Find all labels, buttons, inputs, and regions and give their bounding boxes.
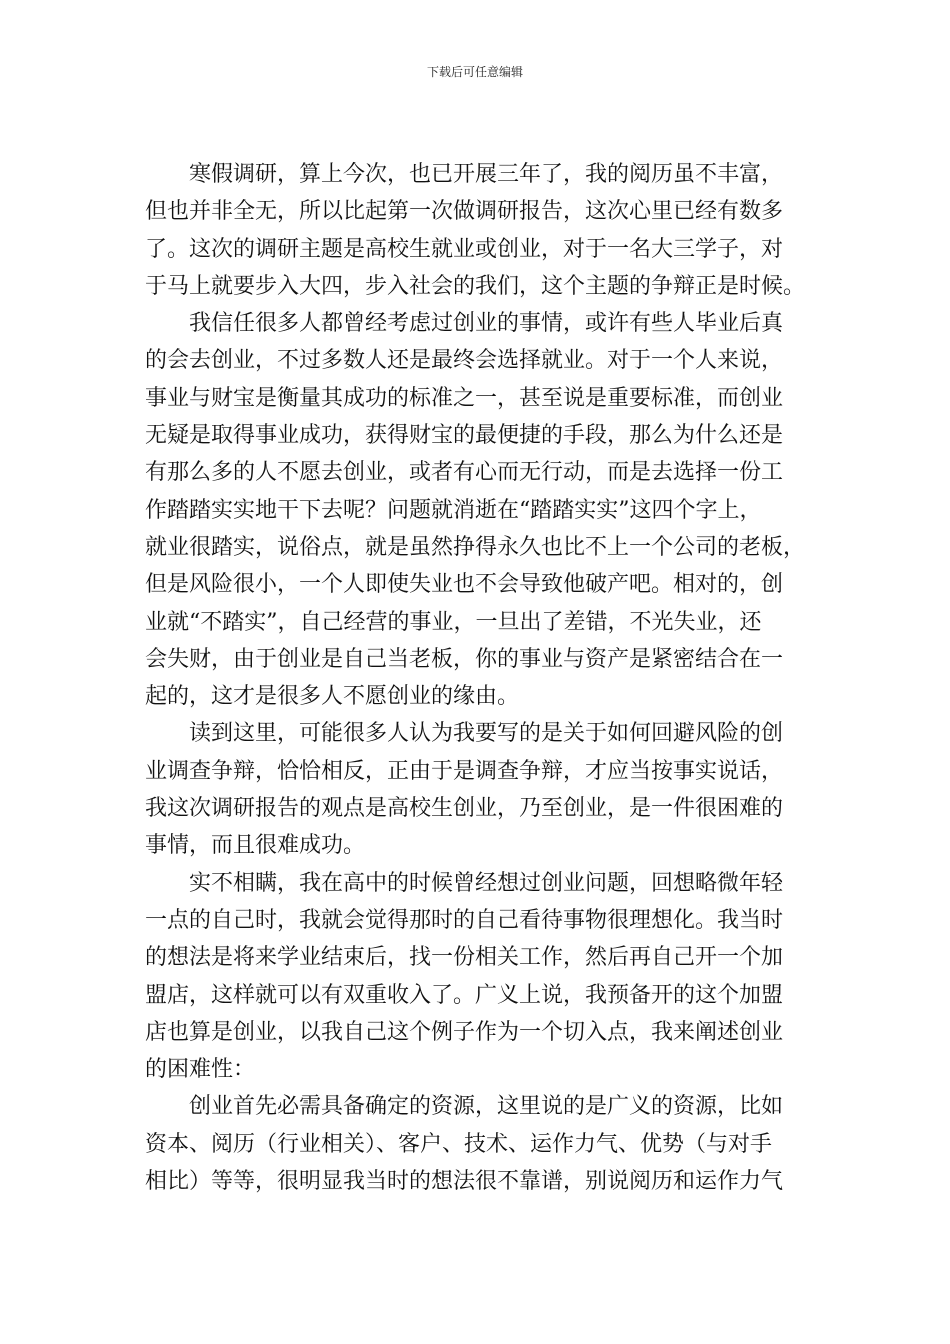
document-body [145,156,805,1200]
text-line: 但也并非全无，所以比起第一次做调研报告，这次心里已经有数多 [145,199,784,225]
text-line: 有那么多的人不愿去创业，或者有心而无行动，而是去选择一份工 [145,460,784,486]
paragraph-first-line: 实不相瞒，我在高中的时候曾经想过创业问题，回想略微年轻 [189,870,784,896]
text-line: 事业与财宝是衡量其成功的标准之一，甚至说是重要标准，而创业 [145,385,784,411]
text-line: 盟店，这样就可以有双重收入了。广义上说，我预备开的这个加盟 [145,982,784,1008]
text-line: 的困难性： [145,1057,256,1083]
text-line: 我这次调研报告的观点是高校生创业，乃至创业，是一件很困难的 [145,796,784,822]
text-line: 事情，而且很难成功。 [145,833,366,859]
text-line: 会失财，由于创业是自己当老板，你的事业与资产是紧密结合在一 [145,646,784,672]
text-line: 一点的自己时，我就会觉得那时的自己看待事物很理想化。我当时 [145,907,784,933]
text-line: 就业很踏实，说俗点，就是虽然挣得永久也比不上一个公司的老板， [145,534,805,560]
paragraph-first-line: 寒假调研，算上今次，也已开展三年了，我的阅历虽不丰富， [189,162,784,187]
text-line: 业调查争辩，恰恰相反，正由于是调查争辩，才应当按事实说话， [145,758,784,784]
text-line: 无疑是取得事业成功，获得财宝的最便捷的手段，那么为什么还是 [145,423,784,449]
text-line: 但是风险很小，一个人即使失业也不会导致他破产吧。相对的，创 [145,572,784,598]
paragraph-first-line: 读到这里，可能很多人认为我要写的是关于如何回避风险的创 [189,721,784,747]
text-line: 起的，这才是很多人不愿创业的缘由。 [145,684,520,710]
text-line: 了。这次的调研主题是高校生就业或创业，对于一名大三学子，对 [145,236,784,262]
text-line: 业就“不踏实”，自己经营的事业，一旦出了差错，不光失业，还 [145,609,762,635]
text-line: 资本、阅历（行业相关）、客户、技术、运作力气、优势（与对手 [145,1131,773,1157]
text-line: 的会去创业，不过多数人还是最终会选择就业。对于一个人来说， [145,348,784,374]
paragraph-first-line: 我信任很多人都曾经考虑过创业的事情，或许有些人毕业后真 [189,311,784,337]
text-line: 店也算是创业，以我自己这个例子作为一个切入点，我来阐述创业 [145,1019,784,1045]
text-line: 相比）等等，很明显我当时的想法很不靠谱，别说阅历和运作力气 [145,1169,784,1195]
text-line: 于马上就要步入大四，步入社会的我们，这个主题的争辩正是时候。 [145,273,805,299]
page-header: 下载后可任意编辑 [426,65,523,79]
paragraph-first-line: 创业首先必需具备确定的资源，这里说的是广义的资源，比如 [189,1094,784,1120]
text-line: 作踏踏实实地干下去呢？问题就消逝在“踏踏实实”这四个字上， [145,497,762,523]
text-line: 的想法是将来学业结束后，找一份相关工作，然后再自己开一个加 [145,945,784,971]
